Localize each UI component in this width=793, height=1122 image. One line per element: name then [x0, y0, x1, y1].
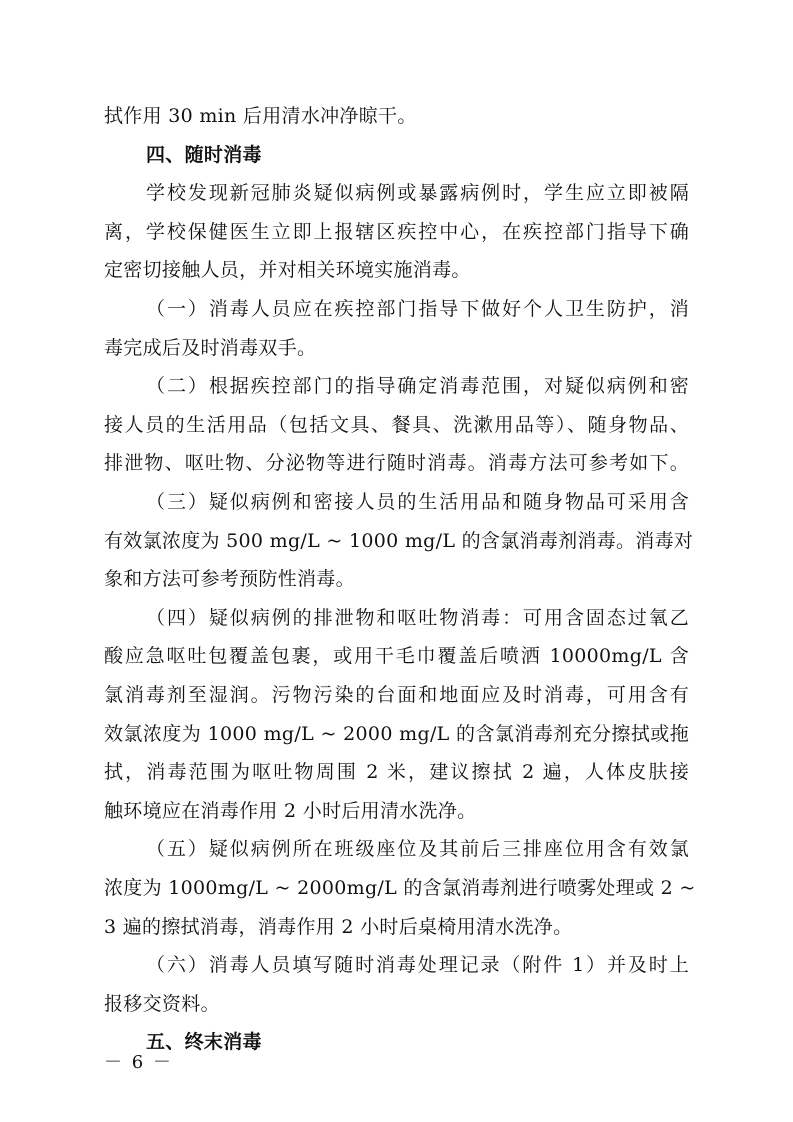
text-line-7: 毒完成后及时消毒双手。 — [104, 337, 317, 359]
text-line-19: 触环境应在消毒作用 2 小时后用清水洗净。 — [104, 800, 477, 822]
text-line-15: 酸应急呕吐包覆盖包裹，或用干毛巾覆盖后喷洒 10000mg/L 含 — [104, 645, 689, 667]
text-line-17: 效氯浓度为 1000 mg/L ~ 2000 mg/L 的含氯消毒剂充分擦拭或拖 — [104, 723, 689, 745]
text-line-1: 拭作用 30 min 后用清水冲净晾干。 — [104, 105, 417, 127]
text-line-6: （一）消毒人员应在疾控部门指导下做好个人卫生防护，消 — [146, 298, 689, 320]
text-line-13: 象和方法可参考预防性消毒。 — [104, 568, 355, 590]
text-line-5: 定密切接触人员，并对相关环境实施消毒。 — [104, 259, 471, 281]
text-line-12: 有效氯浓度为 500 mg/L ~ 1000 mg/L 的含氯消毒剂消毒。消毒对 — [104, 530, 694, 552]
text-line-9: 接人员的生活用品（包括文具、餐具、洗漱用品等）、随身物品、 — [104, 414, 689, 436]
text-line-3: 学校发现新冠肺炎疑似病例或暴露病例时，学生应立即被隔 — [146, 182, 689, 204]
page-number: － 6 － — [104, 1052, 173, 1073]
section-heading-5: 五、终末消毒 — [146, 1031, 262, 1053]
section-heading-4: 四、随时消毒 — [146, 144, 262, 166]
text-line-23: （六）消毒人员填写随时消毒处理记录（附件 1）并及时上 — [146, 954, 689, 976]
text-line-11: （三）疑似病例和密接人员的生活用品和随身物品可采用含 — [146, 491, 689, 513]
text-line-20: （五）疑似病例所在班级座位及其前后三排座位用含有效氯 — [146, 838, 689, 860]
text-line-4: 离，学校保健医生立即上报辖区疾控中心，在疾控部门指导下确 — [104, 221, 689, 243]
text-line-21: 浓度为 1000mg/L ~ 2000mg/L 的含氯消毒剂进行喷雾处理或 2 ~ — [104, 877, 696, 899]
text-line-14: （四）疑似病例的排泄物和呕吐物消毒：可用含固态过氧乙 — [146, 607, 689, 629]
text-line-18: 拭，消毒范围为呕吐物周围 2 米，建议擦拭 2 遍，人体皮肤接 — [104, 761, 689, 783]
text-line-22: 3 遍的擦拭消毒，消毒作用 2 小时后桌椅用清水洗净。 — [104, 916, 573, 938]
text-line-24: 报移交资料。 — [104, 993, 220, 1015]
text-line-10: 排泄物、呕吐物、分泌物等进行随时消毒。消毒方法可参考如下。 — [104, 452, 689, 474]
text-line-8: （二）根据疾控部门的指导确定消毒范围，对疑似病例和密 — [146, 375, 689, 397]
text-line-16: 氯消毒剂至湿润。污物污染的台面和地面应及时消毒，可用含有 — [104, 684, 689, 706]
